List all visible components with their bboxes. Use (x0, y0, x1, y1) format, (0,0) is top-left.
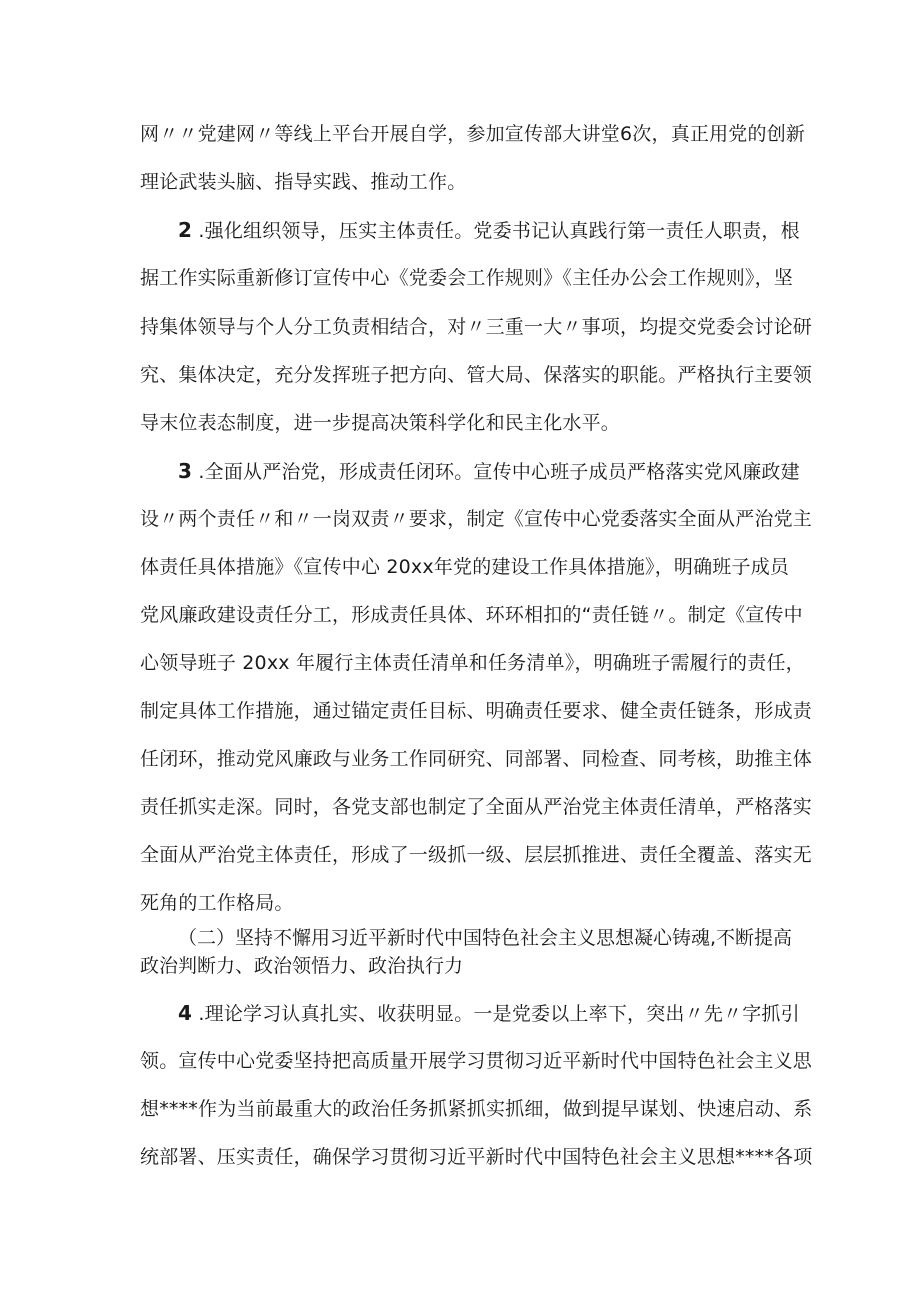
paragraph-2-line-3: 持集体领导与个人分工负责相结合，对〃三重一大〃事项，均提交党委会讨论研 (140, 316, 813, 338)
section-heading-line-2: 政治判断力、政治领悟力、政治执行力 (140, 955, 464, 977)
paragraph-3-line-10: 死角的工作格局。 (140, 892, 294, 914)
paragraph-3-line-6: 制定具体工作措施，通过锚定责任目标、明确责任要求、健全责任链条，形成责 (140, 700, 813, 722)
paragraph-3-number: 3 (178, 459, 193, 483)
paragraph-3-line-8: 责任抓实走深。同时，各党支部也制定了全面从严治党主体责任清单，严格落实 (140, 796, 813, 818)
paragraph-2-line-5: 导末位表态制度，进一步提高决策科学化和民主化水平。 (140, 412, 621, 434)
paragraph-2-line-1 (178, 217, 800, 244)
paragraph-3-line-1 (178, 458, 800, 485)
paragraph-2-number: 2 (178, 218, 193, 242)
paragraph-1-line-2: 理论武装头脑、指导实践、推动工作。 (140, 171, 467, 193)
paragraph-4-line-3: 想****作为当前最重大的政治任务抓紧抓实抓细，做到提早谋划、快速启动、系 (140, 1098, 813, 1120)
paragraph-3-line-4: 党风廉政建设责任分工，形成责任具体、环环相扣的“责任链〃。制定《宣传中 (140, 604, 803, 626)
paragraph-3-line-2: 设〃两个责任〃和〃一岗双责〃要求，制定《宣传中心党委落实全面从严治党主 (140, 508, 813, 530)
paragraph-3-line-3: 体责任具体措施》《宣传中心 20xx年党的建设工作具体措施》，明确班子成员 (140, 556, 790, 578)
paragraph-4-line-1 (178, 1000, 800, 1027)
paragraph-3-line-7: 任闭环，推动党风廉政与业务工作同研究、同部署、同检查、同考核，助推主体 (140, 748, 813, 770)
section-heading-line-1: （二）坚持不懈用习近平新时代中国特色社会主义思想凝心铸魂,不断提高 (178, 927, 793, 949)
paragraph-4-line-2: 领。宣传中心党委坚持把高质量开展学习贯彻习近平新时代中国特色社会主义思 (140, 1050, 813, 1072)
paragraph-3-line-5: 心领导班子 20xx 年履行主体责任清单和任务清单》，明确班子需履行的责任， (140, 652, 805, 674)
paragraph-2-line-2: 据工作实际重新修订宣传中心《党委会工作规则》《主任办公会工作规则》，坚 (140, 267, 794, 289)
paragraph-4-lead: .理论学习认真扎实、收获明显。一是党委以上率下，突出〃先〃字抓引 (198, 1003, 800, 1025)
paragraph-3-lead: .全面从严治党，形成责任闭环。宣传中心班子成员严格落实党风廉政建 (198, 461, 800, 483)
paragraph-4-number: 4 (178, 1001, 193, 1025)
paragraph-2-lead: .强化组织领导，压实主体责任。党委书记认真践行第一责任人职责，根 (198, 220, 800, 242)
paragraph-1-line-1: 网〃〃党建网〃等线上平台开展自学，参加宣传部大讲堂6次，真正用党的创新 (140, 123, 806, 145)
paragraph-4-line-4: 统部署、压实责任，确保学习贯彻习近平新时代中国特色社会主义思想****各项 (140, 1146, 813, 1168)
paragraph-3-line-9: 全面从严治党主体责任，形成了一级抓一级、层层抓推进、责任全覆盖、落实无 (140, 844, 813, 866)
paragraph-2-line-4: 究、集体决定，充分发挥班子把方向、管大局、保落实的职能。严格执行主要领 (140, 364, 813, 386)
